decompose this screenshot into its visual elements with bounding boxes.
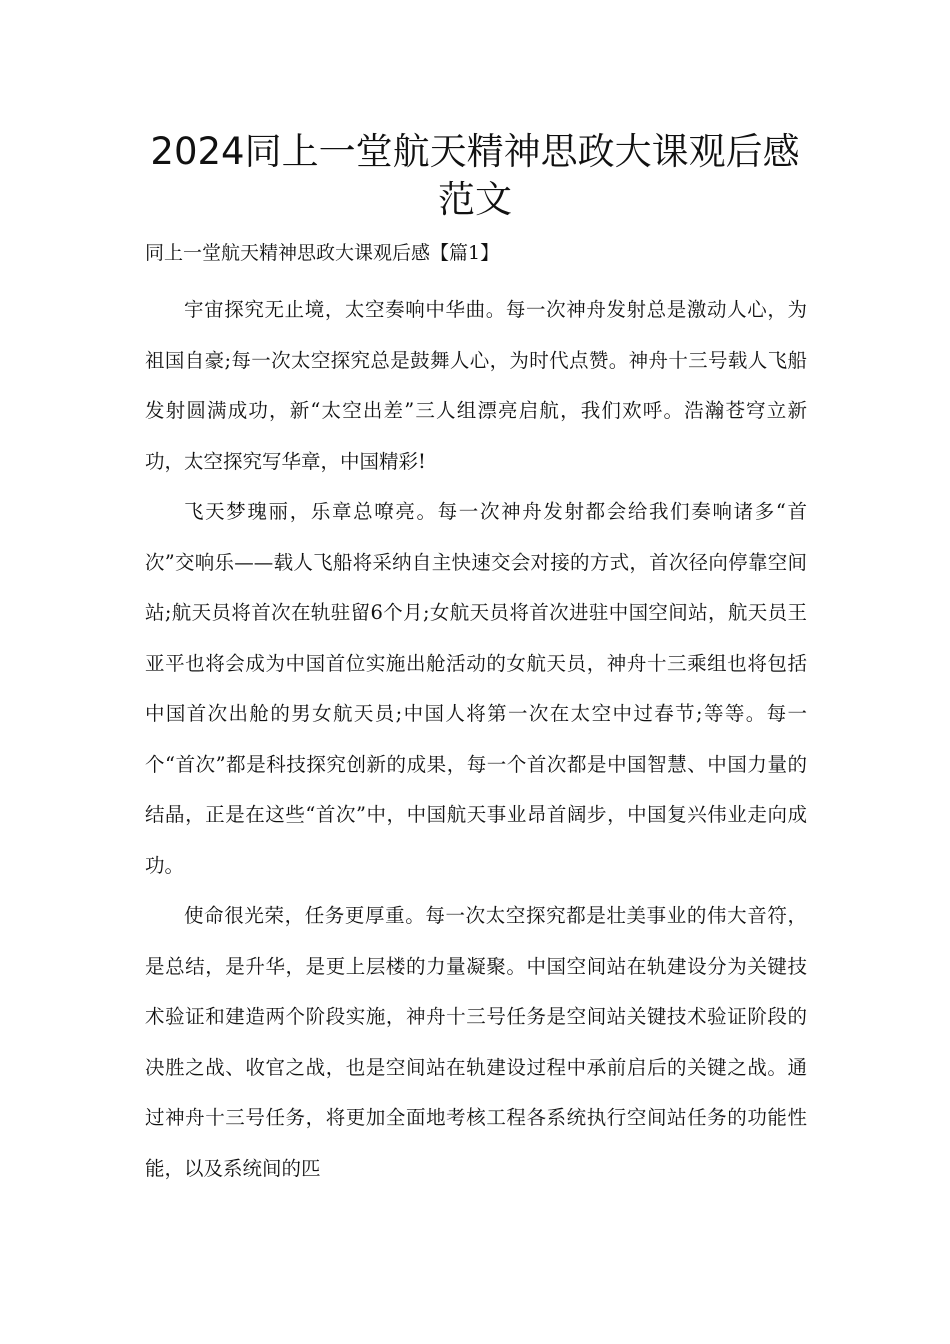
document-body [145,285,807,1194]
paragraph-3: 使命很光荣，任务更厚重。每一次太空探究都是壮美事业的伟大音符，是总结，是升华，是更上层楼的力量凝聚。中国空间站在轨建设分为关键技术验证和建造两个阶段实施，神舟十三号任务是空间站关键技术验证阶段的决胜之战、收官之战，也是空间站在轨建设过程中承前启后的关键之战。通过神舟十三号任务，将更加全面地考核工程各系统执行空间站任务的功能性能，以及系统间的匹 [145,904,807,1180]
section-heading: 同上一堂航天精神思政大课观后感【篇1】 [145,242,500,264]
paragraph-1: 宇宙探究无止境，太空奏响中华曲。每一次神舟发射总是激动人心，为祖国自豪;每一次太空探究总是鼓舞人心，为时代点赞。神舟十三号载人飞船发射圆满成功，新“太空出差”三人组漂亮启航，我们欢呼。浩瀚苍穹立新功，太空探究写华章，中国精彩! [145,298,807,473]
document-title: 2024同上一堂航天精神思政大课观后感范文 [150,130,800,221]
paragraph-2: 飞天梦瑰丽，乐章总嘹亮。每一次神舟发射都会给我们奏响诸多“首次”交响乐——载人飞船将采纳自主快速交会对接的方式，首次径向停靠空间站;航天员将首次在轨驻留6个月;女航天员将首次进驻中国空间站，航天员王亚平也将会成为中国首位实施出舱活动的女航天员，神舟十三乘组也将包括中国首次出舱的男女航天员;中国人将第一次在太空中过春节;等等。每一个“首次”都是科技探究创新的成果，每一个首次都是中国智慧、中国力量的结晶，正是在这些“首次”中，中国航天事业昂首阔步，中国复兴伟业走向成功。 [145,500,807,877]
